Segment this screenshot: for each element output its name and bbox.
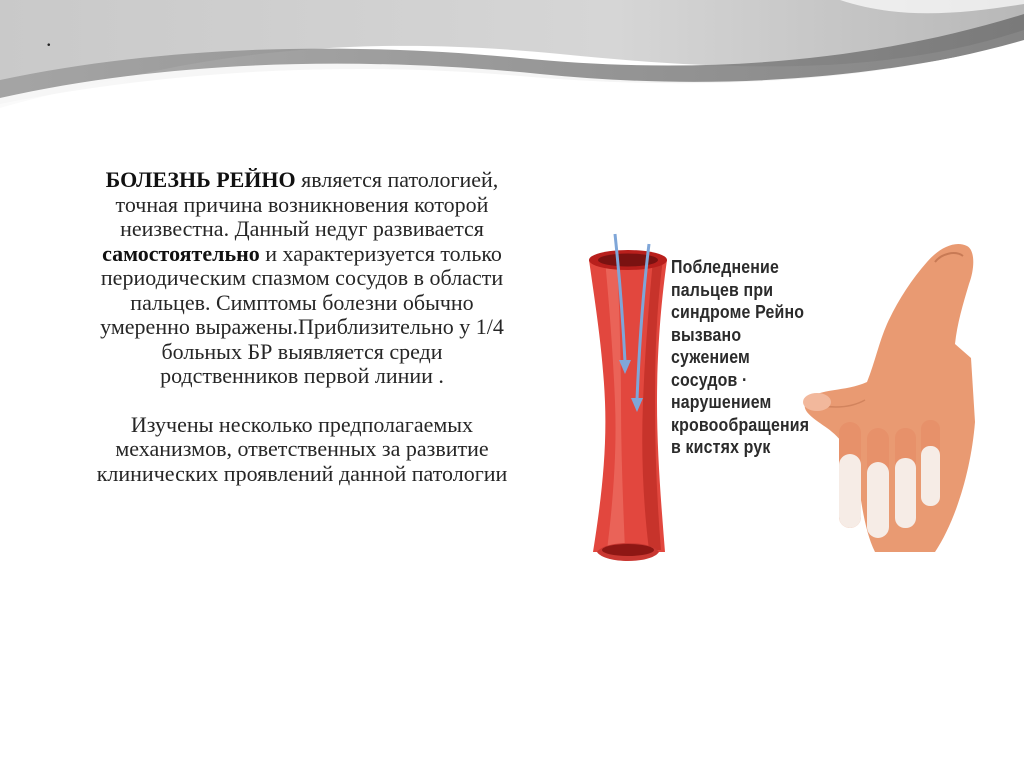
figure-caption (671, 256, 817, 459)
blood-vessel-illustration (589, 250, 667, 561)
caption-line: нарушением (671, 391, 772, 412)
caption-line: сужением (671, 346, 750, 367)
caption-line: вызвано (671, 323, 742, 345)
main-text (92, 168, 512, 486)
emphasis-word: самостоятельно (102, 240, 260, 266)
caption-line: синдроме Рейно (671, 301, 805, 322)
caption-line: пальцев при (671, 278, 774, 300)
caption-line: Побледнение (671, 256, 780, 277)
header-wave-decoration (0, 0, 1024, 120)
caption-line: в кистях рук (671, 436, 771, 457)
intro-text-a: является патологией, точная причина возникновения которой неизвестна. Данный недуг развивается (115, 167, 499, 241)
intro-text-b: и характеризуется только периодическим спазмом сосудов в области пальцев. Симптомы болезни обычно умеренно выражены.Приблизительно у 1/4 больных БР выявляется среди родственников первой линии . (100, 240, 504, 388)
caption-line: сосудов · (671, 368, 748, 390)
caption-line: кровообращения (671, 413, 810, 435)
term-heading: БОЛЕЗНЬ РЕЙНО (105, 167, 296, 192)
header-bullet: . (46, 26, 52, 51)
paragraph-mechanisms: Изучены несколько предполагаемых механизмов, ответственных за развитие клинических проявлений данной патологии (96, 411, 508, 486)
paragraph-intro (92, 168, 512, 389)
hand-illustration (803, 244, 975, 552)
